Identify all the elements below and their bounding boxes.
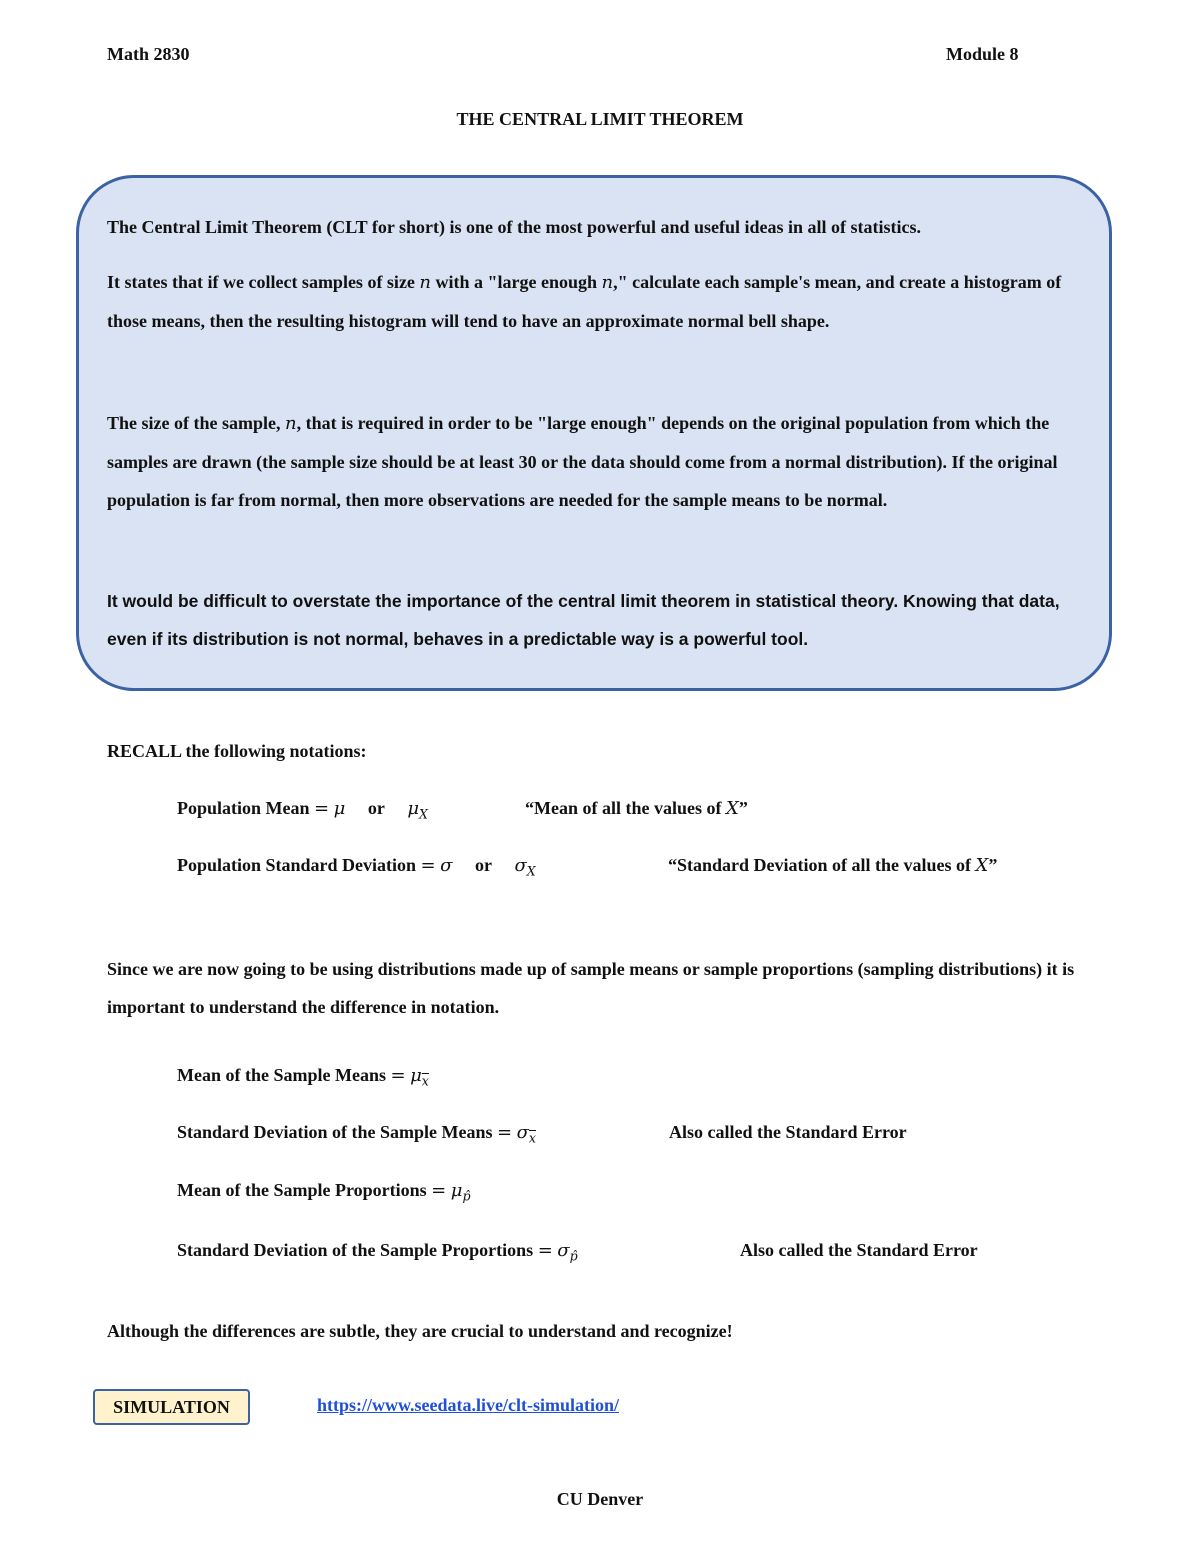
clt-intro-paragraph: The Central Limit Theorem (CLT for short) is one of the most powerful and useful ideas in all of statistics.	[107, 217, 922, 237]
sd-sample-means-row: Standard Deviation of the Sample Means = $\sigma_{\overline{x}}$	[177, 1122, 537, 1146]
header-course: Math 2830	[107, 44, 190, 64]
simulation-link[interactable]: https://www.seedata.live/clt-simulation/	[317, 1395, 619, 1415]
footer-institution: CU Denver	[556, 1489, 644, 1509]
standard-error-note-proportions: Also called the Standard Error	[740, 1240, 978, 1260]
sd-sample-proportions-row: Standard Deviation of the Sample Proportions = $\sigma_{p̂}$	[177, 1240, 578, 1264]
closing-remark: Although the differences are subtle, they are crucial to understand and recognize!	[107, 1321, 733, 1341]
population-sd-row: Population Standard Deviation = σ or $\sigma_X$	[177, 855, 536, 879]
standard-error-note-means: Also called the Standard Error	[669, 1122, 907, 1142]
recall-heading: RECALL the following notations:	[107, 741, 367, 761]
notation-intro-paragraph: Since we are now going to be using distributions made up of sample means or sample proportions (sampling distributions) it is important to understand the difference in notation.	[107, 959, 1075, 1017]
population-sd-description: “Standard Deviation of all the values of X”	[668, 855, 998, 876]
clt-sample-size-paragraph: The size of the sample, n, that is required in order to be "large enough" depends on the original population from which the samples are drawn (the sample size should be at least 30 or the data should come from a normal distribution). If the original population is far from normal, then more observations are needed for the sample means to be normal.	[107, 413, 1058, 510]
mean-sample-means-row: Mean of the Sample Means = $\mu_{\overline{x}}$	[177, 1065, 429, 1089]
header-module: Module 8	[946, 44, 1019, 64]
population-mean-description: “Mean of all the values of X”	[525, 798, 748, 819]
clt-importance-paragraph: It would be difficult to overstate the importance of the central limit theorem in statistical theory. Knowing that data, even if its distribution is not normal, behaves in a predictable way is a powerful tool.	[107, 591, 1060, 649]
clt-statement-paragraph: It states that if we collect samples of size n with a "large enough n," calculate each sample's mean, and create a histogram of those means, then the resulting histogram will tend to have an approximate normal bell shape.	[107, 272, 1062, 331]
simulation-label-badge: SIMULATION	[93, 1389, 250, 1425]
clt-callout-box	[76, 175, 1112, 691]
page-title: THE CENTRAL LIMIT THEOREM	[456, 109, 744, 129]
population-mean-row: Population Mean = μ or $\mu_X$	[177, 798, 428, 822]
mean-sample-proportions-row: Mean of the Sample Proportions = $\mu_{p̂}$	[177, 1180, 471, 1204]
